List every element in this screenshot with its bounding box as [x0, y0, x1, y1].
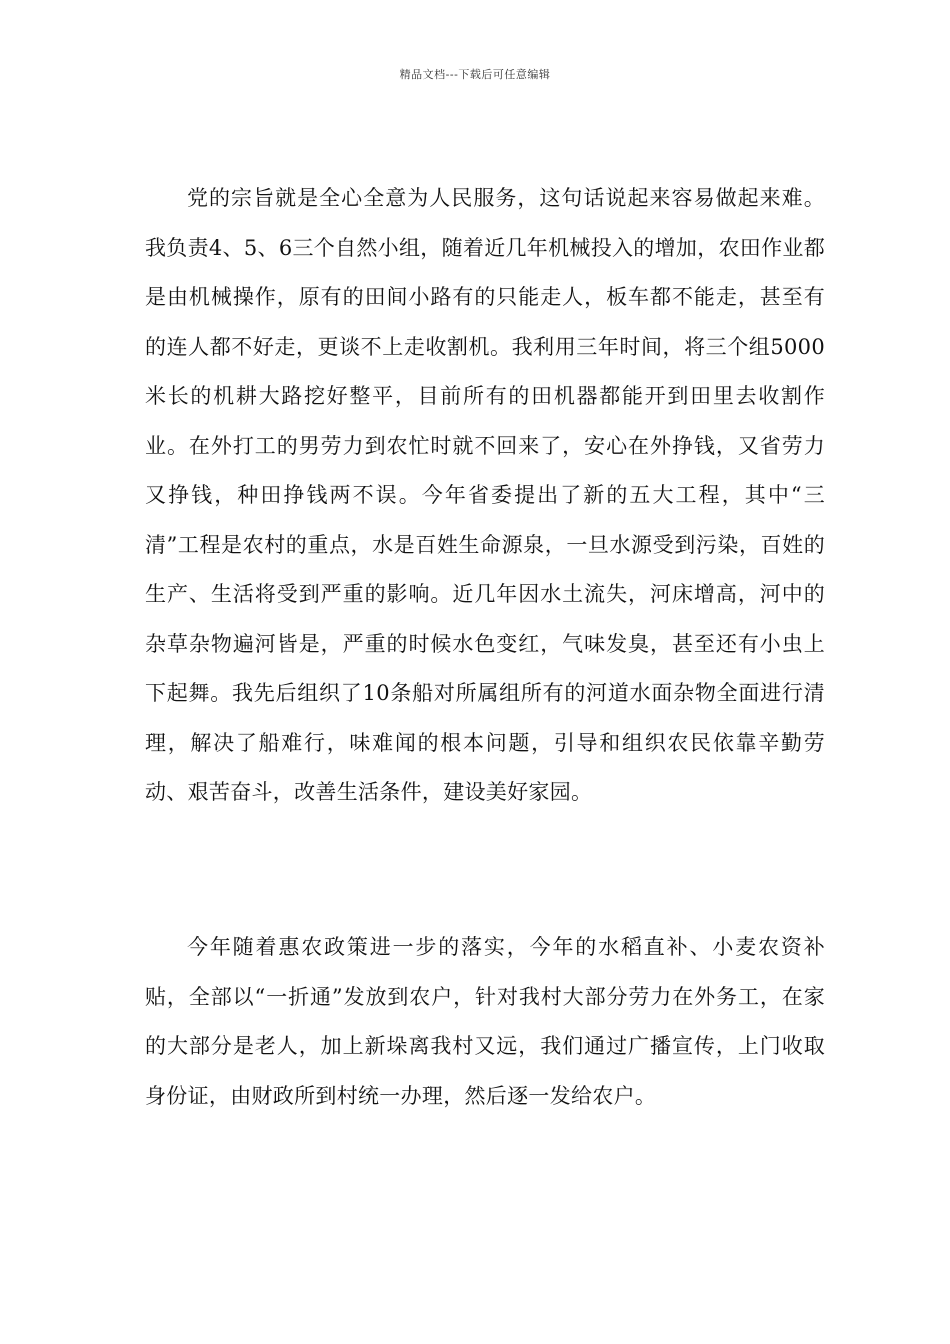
body-paragraph-1: 党的宗旨就是全心全意为人民服务，这句话说起来容易做起来难。我负责4、5、6三个自然小组，随着近几年机械投入的增加，农田作业都是由机械操作，原有的田间小路有的只能走人，板车都不能走，甚至有的连人都不好走，更谈不上走收割机。我利用三年时间，将三个组5000米长的机耕大路挖好整平，目前所有的田机器都能开到田里去收割作业。在外打工的男劳力到农忙时就不回来了，安心在外挣钱，又省劳力又挣钱，种田挣钱两不误。今年省委提出了新的五大工程，其中“三清”工程是农村的重点，水是百姓生命源泉，一旦水源受到污染，百姓的生产、生活将受到严重的影响。近几年因水土流失，河床增高，河中的杂草杂物遍河皆是，严重的时候水色变红，气味发臭，甚至还有小虫上下起舞。我先后组织了10条船对所属组所有的河道水面杂物全面进行清理，解决了船难行，味难闻的根本问题，引导和组织农民依靠辛勤劳动、艰苦奋斗，改善生活条件，建设美好家园。 [145, 186, 825, 804]
page-header: 精品文档---下载后可任意编辑 [399, 68, 551, 81]
body-paragraph-2: 今年随着惠农政策进一步的落实，今年的水稻直补、小麦农资补贴，全部以“一折通”发放到农户，针对我村大部分劳力在外务工，在家的大部分是老人，加上新垛离我村又远，我们通过广播宣传，上门收取身份证，由财政所到村统一办理，然后逐一发给农户。 [145, 935, 825, 1108]
